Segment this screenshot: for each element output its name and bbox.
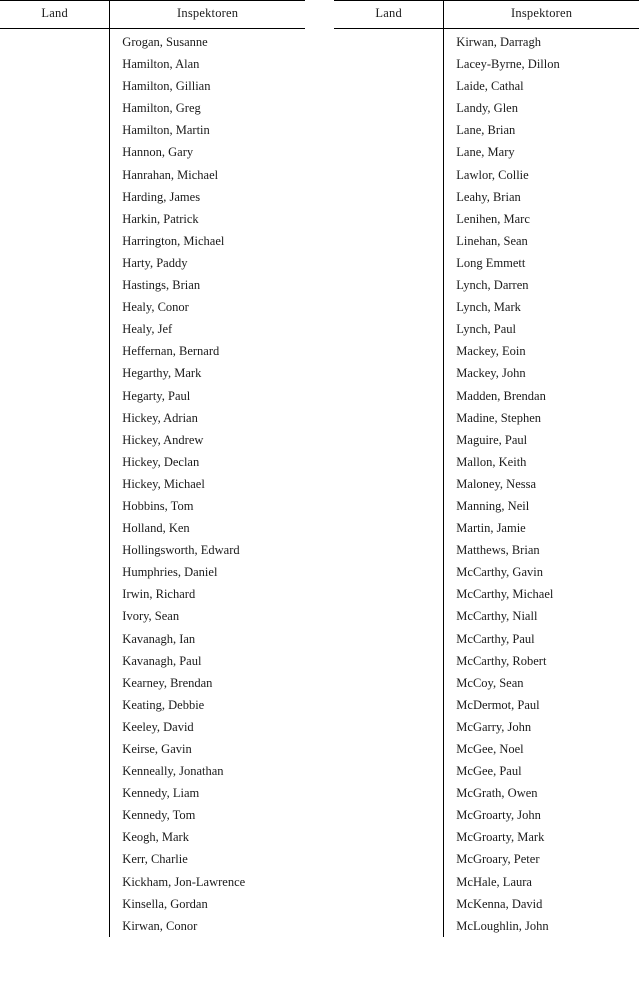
cell-inspektor: McGroarty, Mark xyxy=(456,830,545,845)
cell-land xyxy=(334,650,444,672)
cell-land xyxy=(334,429,444,451)
cell-land xyxy=(334,208,444,230)
cell-land xyxy=(334,871,444,893)
table-row xyxy=(0,650,305,672)
cell-inspektor: Hickey, Michael xyxy=(122,476,205,491)
right-table-body xyxy=(334,29,639,938)
cell-inspektor: Hamilton, Martin xyxy=(122,123,210,138)
cell-inspektor: McGee, Paul xyxy=(456,764,522,779)
cell-land xyxy=(0,98,110,120)
cell-land xyxy=(0,186,110,208)
column-header-land: Land xyxy=(0,1,110,29)
cell-inspektor: Hobbins, Tom xyxy=(122,498,194,513)
table-row xyxy=(334,672,639,694)
table-row xyxy=(334,915,639,937)
table-row xyxy=(0,716,305,738)
cell-inspektor: Heffernan, Bernard xyxy=(122,344,220,359)
table-row xyxy=(334,429,639,451)
cell-land xyxy=(0,29,110,54)
table-row xyxy=(0,186,305,208)
cell-land xyxy=(0,761,110,783)
cell-inspektor: Healy, Conor xyxy=(122,300,189,315)
table-row xyxy=(0,893,305,915)
table-row xyxy=(334,694,639,716)
table-row xyxy=(334,518,639,540)
table-row xyxy=(0,540,305,562)
table-row xyxy=(0,275,305,297)
table-row xyxy=(0,761,305,783)
table-row xyxy=(334,716,639,738)
cell-inspektor: Lacey-Byrne, Dillon xyxy=(456,57,560,72)
table-row xyxy=(0,341,305,363)
cell-inspektor: Harkin, Patrick xyxy=(122,211,199,226)
table-row xyxy=(334,562,639,584)
cell-land xyxy=(0,716,110,738)
table-row xyxy=(334,761,639,783)
table-row xyxy=(0,805,305,827)
cell-land xyxy=(334,761,444,783)
cell-land xyxy=(0,694,110,716)
table-row xyxy=(334,54,639,76)
left-table-block xyxy=(0,0,305,992)
cell-land xyxy=(334,341,444,363)
cell-land xyxy=(0,275,110,297)
table-row xyxy=(334,385,639,407)
cell-land xyxy=(0,451,110,473)
cell-land xyxy=(0,164,110,186)
cell-land xyxy=(334,120,444,142)
table-row xyxy=(334,739,639,761)
table-row xyxy=(0,98,305,120)
cell-land xyxy=(334,319,444,341)
cell-land xyxy=(334,606,444,628)
table-row xyxy=(334,805,639,827)
cell-inspektor: Lynch, Mark xyxy=(456,300,521,315)
table-row xyxy=(334,849,639,871)
table-row xyxy=(0,252,305,274)
table-row xyxy=(334,606,639,628)
cell-land xyxy=(0,584,110,606)
table-row xyxy=(334,208,639,230)
table-row xyxy=(0,297,305,319)
cell-land xyxy=(334,849,444,871)
cell-inspektor: Humphries, Daniel xyxy=(122,565,218,580)
cell-inspektor: Lane, Brian xyxy=(456,123,516,138)
cell-inspektor: McCarthy, Paul xyxy=(456,631,535,646)
cell-inspektor: Kavanagh, Ian xyxy=(122,631,196,646)
cell-land xyxy=(334,164,444,186)
table-row xyxy=(334,142,639,164)
cell-land xyxy=(334,495,444,517)
column-gutter xyxy=(305,0,334,992)
cell-land xyxy=(334,694,444,716)
cell-land xyxy=(334,186,444,208)
cell-inspektor: Laide, Cathal xyxy=(456,79,524,94)
cell-inspektor: McLoughlin, John xyxy=(456,918,549,933)
cell-inspektor: McCarthy, Gavin xyxy=(456,565,543,580)
table-row xyxy=(0,29,305,54)
cell-inspektor: Hannon, Gary xyxy=(122,145,194,160)
cell-inspektor: Keeley, David xyxy=(122,719,194,734)
cell-inspektor: McKenna, David xyxy=(456,896,543,911)
cell-land xyxy=(0,230,110,252)
cell-land xyxy=(0,429,110,451)
table-row xyxy=(334,120,639,142)
table-row xyxy=(0,54,305,76)
cell-land xyxy=(0,208,110,230)
left-table-header xyxy=(0,1,305,29)
table-row xyxy=(334,164,639,186)
table-row xyxy=(334,186,639,208)
table-row xyxy=(0,915,305,937)
cell-inspektor: Hickey, Andrew xyxy=(122,432,204,447)
cell-land xyxy=(334,915,444,937)
table-row xyxy=(334,495,639,517)
cell-inspektor: McCoy, Sean xyxy=(456,675,524,690)
table-row xyxy=(334,650,639,672)
cell-inspektor: Hamilton, Gillian xyxy=(122,79,211,94)
cell-inspektor: Lynch, Paul xyxy=(456,322,517,337)
cell-land xyxy=(0,252,110,274)
cell-land xyxy=(334,783,444,805)
cell-inspektor: Healy, Jef xyxy=(122,322,173,337)
table-row xyxy=(334,451,639,473)
cell-land xyxy=(334,473,444,495)
cell-inspektor: McGroary, Peter xyxy=(456,852,540,867)
cell-inspektor: Lawlor, Collie xyxy=(456,167,529,182)
cell-land xyxy=(334,518,444,540)
table-row xyxy=(0,827,305,849)
cell-inspektor: Holland, Ken xyxy=(122,521,190,536)
cell-inspektor: McGarry, John xyxy=(456,719,532,734)
cell-inspektor: Maguire, Paul xyxy=(456,432,528,447)
table-row xyxy=(334,827,639,849)
cell-land xyxy=(334,98,444,120)
cell-land xyxy=(0,407,110,429)
cell-land xyxy=(0,54,110,76)
cell-inspektor: Kinsella, Gordan xyxy=(122,896,208,911)
cell-inspektor: Hanrahan, Michael xyxy=(122,167,219,182)
cell-inspektor: Hegarthy, Mark xyxy=(122,366,202,381)
table-row xyxy=(334,363,639,385)
cell-land xyxy=(334,827,444,849)
cell-inspektor: Mackey, Eoin xyxy=(456,344,526,359)
table-row xyxy=(0,694,305,716)
cell-inspektor: Kenneally, Jonathan xyxy=(122,764,224,779)
cell-land xyxy=(0,606,110,628)
table-row xyxy=(0,473,305,495)
cell-inspektor: Long Emmett xyxy=(456,255,526,270)
table-row xyxy=(0,783,305,805)
cell-land xyxy=(0,562,110,584)
cell-land xyxy=(334,54,444,76)
table-row xyxy=(334,230,639,252)
cell-inspektor: McDermot, Paul xyxy=(456,697,540,712)
table-row xyxy=(334,29,639,54)
cell-inspektor: Mackey, John xyxy=(456,366,526,381)
cell-land xyxy=(0,518,110,540)
cell-inspektor: Leahy, Brian xyxy=(456,189,521,204)
inspectors-table-left xyxy=(0,0,305,937)
cell-inspektor: Madine, Stephen xyxy=(456,410,542,425)
cell-land xyxy=(0,473,110,495)
cell-land xyxy=(0,319,110,341)
cell-land xyxy=(334,297,444,319)
table-row xyxy=(334,407,639,429)
left-table-body xyxy=(0,29,305,938)
table-row xyxy=(0,208,305,230)
cell-land xyxy=(334,252,444,274)
table-row xyxy=(0,562,305,584)
table-row xyxy=(334,275,639,297)
cell-land xyxy=(334,230,444,252)
cell-inspektor: McGrath, Owen xyxy=(456,786,538,801)
cell-inspektor: Keating, Debbie xyxy=(122,697,205,712)
cell-inspektor: Kirwan, Conor xyxy=(122,918,198,933)
cell-inspektor: Hegarty, Paul xyxy=(122,388,191,403)
cell-inspektor: McCarthy, Michael xyxy=(456,587,554,602)
cell-land xyxy=(0,385,110,407)
cell-inspektor: Martin, Jamie xyxy=(456,521,526,536)
table-row xyxy=(334,540,639,562)
cell-land xyxy=(0,142,110,164)
cell-land xyxy=(0,827,110,849)
cell-inspektor: Linehan, Sean xyxy=(456,233,528,248)
cell-land xyxy=(334,540,444,562)
table-row xyxy=(334,473,639,495)
table-row xyxy=(334,297,639,319)
table-header-row xyxy=(334,1,639,29)
table-row xyxy=(334,628,639,650)
cell-land xyxy=(0,76,110,98)
table-row xyxy=(0,849,305,871)
cell-land xyxy=(334,76,444,98)
cell-land xyxy=(0,628,110,650)
inspectors-table-right xyxy=(334,0,639,937)
cell-inspektor: Lenihen, Marc xyxy=(456,211,530,226)
column-header-land: Land xyxy=(334,1,444,29)
table-row xyxy=(0,76,305,98)
cell-land xyxy=(0,805,110,827)
right-table-block xyxy=(334,0,639,992)
table-row xyxy=(334,341,639,363)
cell-land xyxy=(0,540,110,562)
cell-land xyxy=(334,407,444,429)
table-row xyxy=(0,606,305,628)
table-row xyxy=(0,739,305,761)
cell-inspektor: Lane, Mary xyxy=(456,145,515,160)
cell-inspektor: Maloney, Nessa xyxy=(456,476,537,491)
cell-land xyxy=(0,915,110,937)
cell-inspektor: Manning, Neil xyxy=(456,498,530,513)
cell-land xyxy=(334,893,444,915)
cell-land xyxy=(334,562,444,584)
table-row xyxy=(0,230,305,252)
table-row xyxy=(0,319,305,341)
cell-land xyxy=(334,385,444,407)
cell-inspektor: Keirse, Gavin xyxy=(122,742,192,756)
cell-land xyxy=(0,341,110,363)
cell-inspektor: Hamilton, Alan xyxy=(122,57,200,72)
cell-land xyxy=(334,716,444,738)
cell-land xyxy=(334,275,444,297)
table-row xyxy=(0,672,305,694)
cell-inspektor: Kennedy, Liam xyxy=(122,786,200,801)
cell-inspektor: Hickey, Adrian xyxy=(122,410,198,425)
cell-land xyxy=(334,739,444,761)
cell-inspektor: Harty, Paddy xyxy=(122,255,188,270)
cell-land xyxy=(334,584,444,606)
cell-land xyxy=(0,871,110,893)
table-row xyxy=(334,893,639,915)
cell-land xyxy=(0,363,110,385)
cell-inspektor: Hollingsworth, Edward xyxy=(122,543,240,558)
column-header-inspektoren: Inspektoren xyxy=(110,1,305,29)
cell-land xyxy=(334,363,444,385)
cell-inspektor: Hamilton, Greg xyxy=(122,101,201,116)
cell-inspektor: Landy, Glen xyxy=(456,101,518,116)
table-row xyxy=(0,363,305,385)
cell-land xyxy=(0,120,110,142)
cell-inspektor: Grogan, Susanne xyxy=(122,35,208,49)
cell-inspektor: Harrington, Michael xyxy=(122,233,225,248)
cell-land xyxy=(0,893,110,915)
cell-land xyxy=(0,739,110,761)
cell-land xyxy=(0,672,110,694)
table-row xyxy=(0,429,305,451)
cell-inspektor: McCarthy, Robert xyxy=(456,653,547,668)
cell-inspektor: Matthews, Brian xyxy=(456,543,540,558)
table-row xyxy=(334,252,639,274)
cell-inspektor: McGee, Noel xyxy=(456,742,524,756)
table-row xyxy=(0,451,305,473)
cell-land xyxy=(334,29,444,54)
cell-land xyxy=(0,849,110,871)
cell-land xyxy=(0,650,110,672)
cell-inspektor: McGroarty, John xyxy=(456,808,541,823)
table-header-row xyxy=(0,1,305,29)
cell-inspektor: McCarthy, Niall xyxy=(456,609,538,624)
table-row xyxy=(0,628,305,650)
cell-inspektor: Harding, James xyxy=(122,189,201,204)
table-row xyxy=(334,871,639,893)
table-row xyxy=(0,871,305,893)
cell-inspektor: Hickey, Declan xyxy=(122,454,200,469)
cell-land xyxy=(0,783,110,805)
cell-land xyxy=(0,297,110,319)
cell-inspektor: Madden, Brendan xyxy=(456,388,546,403)
cell-land xyxy=(0,495,110,517)
cell-inspektor: Lynch, Darren xyxy=(456,278,529,293)
cell-inspektor: Hastings, Brian xyxy=(122,278,201,293)
table-row xyxy=(334,584,639,606)
table-row xyxy=(334,783,639,805)
cell-inspektor: Kennedy, Tom xyxy=(122,808,196,823)
cell-inspektor: Kerr, Charlie xyxy=(122,852,188,867)
cell-inspektor: Irwin, Richard xyxy=(122,587,196,602)
cell-land xyxy=(334,451,444,473)
cell-inspektor: Keogh, Mark xyxy=(122,830,189,845)
table-row xyxy=(0,407,305,429)
column-header-inspektoren: Inspektoren xyxy=(444,1,639,29)
cell-land xyxy=(334,628,444,650)
cell-land xyxy=(334,805,444,827)
cell-inspektor: Ivory, Sean xyxy=(122,609,180,624)
cell-inspektor: Kickham, Jon-Lawrence xyxy=(122,874,246,889)
table-row xyxy=(334,98,639,120)
cell-land xyxy=(334,672,444,694)
cell-inspektor: Kearney, Brendan xyxy=(122,675,213,690)
cell-inspektor: Kirwan, Darragh xyxy=(456,35,541,49)
table-row xyxy=(0,164,305,186)
table-row xyxy=(334,76,639,98)
table-row xyxy=(0,142,305,164)
table-row xyxy=(0,584,305,606)
table-row xyxy=(0,495,305,517)
table-row xyxy=(334,319,639,341)
table-row xyxy=(0,385,305,407)
cell-land xyxy=(334,142,444,164)
table-row xyxy=(0,120,305,142)
table-row xyxy=(0,518,305,540)
cell-inspektor: Mallon, Keith xyxy=(456,454,527,469)
right-table-header xyxy=(334,1,639,29)
cell-inspektor: McHale, Laura xyxy=(456,874,532,889)
cell-inspektor: Kavanagh, Paul xyxy=(122,653,202,668)
